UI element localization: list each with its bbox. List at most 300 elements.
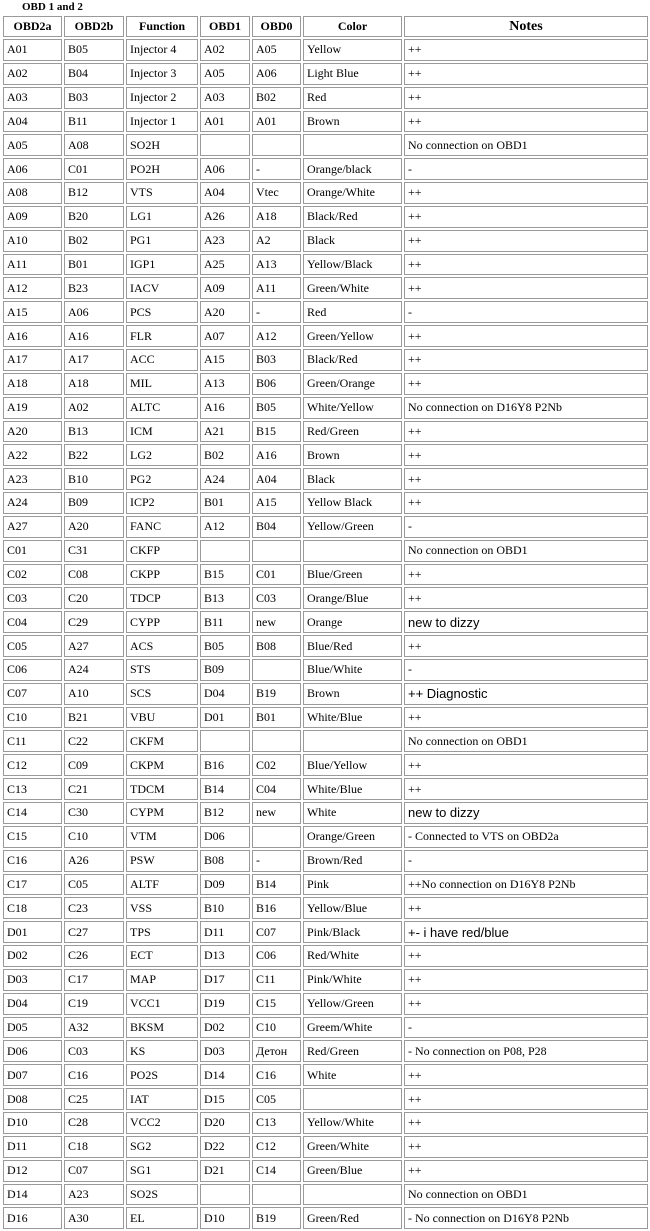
cell-obd0: C13 (252, 1112, 301, 1134)
cell-obd2b: B21 (64, 707, 124, 729)
cell-obd1: B16 (200, 754, 250, 776)
cell-obd2a: D07 (3, 1064, 62, 1086)
cell-color: White/Blue (303, 707, 402, 729)
cell-obd2a: A11 (3, 254, 62, 276)
cell-color (303, 134, 402, 156)
cell-notes: ++ (404, 325, 648, 347)
cell-obd2a: D12 (3, 1160, 62, 1182)
cell-function: ALTC (126, 397, 198, 419)
cell-obd0: B05 (252, 397, 301, 419)
cell-obd2b: C01 (64, 158, 124, 180)
cell-obd1: D21 (200, 1160, 250, 1182)
cell-obd0: - (252, 158, 301, 180)
table-row (3, 349, 648, 371)
cell-color: Red (303, 87, 402, 109)
cell-obd2b: B11 (64, 111, 124, 133)
cell-obd1: A26 (200, 206, 250, 228)
cell-obd2a: C10 (3, 707, 62, 729)
cell-color: Orange/black (303, 158, 402, 180)
cell-color: Black/Red (303, 206, 402, 228)
cell-function: MAP (126, 969, 198, 991)
cell-function: ACC (126, 349, 198, 371)
cell-color: Red/Green (303, 421, 402, 443)
cell-color: Black (303, 468, 402, 490)
cell-obd0: A2 (252, 230, 301, 252)
cell-function: Injector 1 (126, 111, 198, 133)
cell-obd2a: A16 (3, 325, 62, 347)
cell-obd1: B05 (200, 635, 250, 657)
cell-obd2b: A24 (64, 659, 124, 681)
cell-obd2a: C16 (3, 850, 62, 872)
pinout-table (1, 14, 650, 1231)
cell-function: KS (126, 1040, 198, 1062)
cell-obd0: B01 (252, 707, 301, 729)
table-row (3, 301, 648, 323)
cell-obd2a: C17 (3, 874, 62, 896)
cell-obd0 (252, 730, 301, 752)
cell-obd1: D09 (200, 874, 250, 896)
cell-notes: - No connection on D16Y8 P2Nb (404, 1207, 648, 1229)
table-row (3, 111, 648, 133)
cell-obd2b: A26 (64, 850, 124, 872)
table-row (3, 230, 648, 252)
header-notes: Notes (404, 16, 648, 37)
cell-function: Injector 2 (126, 87, 198, 109)
cell-obd1: D04 (200, 683, 250, 705)
cell-function: STS (126, 659, 198, 681)
cell-notes: ++ (404, 444, 648, 466)
cell-obd2a: A05 (3, 134, 62, 156)
table-row (3, 659, 648, 681)
cell-obd1: D11 (200, 921, 250, 943)
cell-obd1: A05 (200, 63, 250, 85)
cell-color: Yellow (303, 39, 402, 61)
cell-obd2b: C05 (64, 874, 124, 896)
cell-color: Green/White (303, 277, 402, 299)
cell-color: Blue/Green (303, 564, 402, 586)
cell-obd0: A15 (252, 492, 301, 514)
cell-obd2b: C23 (64, 897, 124, 919)
cell-notes: ++ (404, 707, 648, 729)
cell-obd2a: A17 (3, 349, 62, 371)
cell-notes: No connection on D16Y8 P2Nb (404, 397, 648, 419)
cell-color: Pink/White (303, 969, 402, 991)
header-obd1: OBD1 (200, 16, 250, 37)
cell-obd1: A12 (200, 516, 250, 538)
cell-obd2b: A32 (64, 1017, 124, 1039)
cell-obd0 (252, 826, 301, 848)
cell-function: ICM (126, 421, 198, 443)
cell-obd0: B03 (252, 349, 301, 371)
cell-notes: - (404, 301, 648, 323)
cell-obd0: A06 (252, 63, 301, 85)
cell-obd0: B08 (252, 635, 301, 657)
cell-obd2a: A22 (3, 444, 62, 466)
table-row (3, 802, 648, 824)
cell-color: Green/Orange (303, 373, 402, 395)
table-row (3, 1088, 648, 1110)
table-row (3, 134, 648, 156)
cell-function: Injector 4 (126, 39, 198, 61)
cell-notes: ++ (404, 254, 648, 276)
cell-obd1: B02 (200, 444, 250, 466)
cell-color: Green/Red (303, 1207, 402, 1229)
cell-obd2a: D11 (3, 1136, 62, 1158)
cell-notes: - (404, 659, 648, 681)
cell-obd0: B16 (252, 897, 301, 919)
cell-notes: - (404, 158, 648, 180)
cell-color (303, 1088, 402, 1110)
cell-obd2b: A06 (64, 301, 124, 323)
cell-obd1: A23 (200, 230, 250, 252)
cell-obd2b: A27 (64, 635, 124, 657)
cell-color: White/Blue (303, 778, 402, 800)
cell-function: VCC1 (126, 993, 198, 1015)
cell-obd2b: C22 (64, 730, 124, 752)
cell-function: LG2 (126, 444, 198, 466)
cell-notes: ++ (404, 993, 648, 1015)
cell-color: Orange/White (303, 182, 402, 204)
cell-obd0: new (252, 802, 301, 824)
cell-obd0: C01 (252, 564, 301, 586)
cell-obd2a: D05 (3, 1017, 62, 1039)
cell-function: PG2 (126, 468, 198, 490)
cell-function: PO2S (126, 1064, 198, 1086)
table-row (3, 1184, 648, 1206)
cell-obd2b: B05 (64, 39, 124, 61)
cell-obd0: B14 (252, 874, 301, 896)
cell-function: Injector 3 (126, 63, 198, 85)
table-row (3, 611, 648, 633)
cell-obd2b: B10 (64, 468, 124, 490)
cell-notes: - Connected to VTS on OBD2a (404, 826, 648, 848)
cell-function: SG1 (126, 1160, 198, 1182)
table-row (3, 325, 648, 347)
cell-obd0 (252, 134, 301, 156)
cell-notes: - (404, 1017, 648, 1039)
cell-color: Orange (303, 611, 402, 633)
cell-function: ICP2 (126, 492, 198, 514)
cell-function: TDCM (126, 778, 198, 800)
cell-function: ALTF (126, 874, 198, 896)
cell-obd0: C06 (252, 945, 301, 967)
cell-obd1: A02 (200, 39, 250, 61)
cell-obd2a: C04 (3, 611, 62, 633)
cell-notes: No connection on OBD1 (404, 540, 648, 562)
cell-function: IAT (126, 1088, 198, 1110)
cell-obd0: C04 (252, 778, 301, 800)
cell-color: Light Blue (303, 63, 402, 85)
cell-obd0: C10 (252, 1017, 301, 1039)
cell-obd2b: B01 (64, 254, 124, 276)
cell-obd2a: D10 (3, 1112, 62, 1134)
cell-obd0: B15 (252, 421, 301, 443)
cell-color: Brown (303, 444, 402, 466)
table-row (3, 1207, 648, 1229)
table-row (3, 707, 648, 729)
cell-obd1: D15 (200, 1088, 250, 1110)
cell-obd1: A24 (200, 468, 250, 490)
cell-obd1: B14 (200, 778, 250, 800)
table-row (3, 397, 648, 419)
cell-color: Yellow/Green (303, 993, 402, 1015)
cell-function: SG2 (126, 1136, 198, 1158)
cell-obd0: C14 (252, 1160, 301, 1182)
cell-obd0: C11 (252, 969, 301, 991)
cell-function: SCS (126, 683, 198, 705)
cell-notes: ++ (404, 111, 648, 133)
cell-obd1: D13 (200, 945, 250, 967)
table-row (3, 1064, 648, 1086)
cell-obd2a: A03 (3, 87, 62, 109)
cell-obd2b: A10 (64, 683, 124, 705)
cell-obd1: D01 (200, 707, 250, 729)
cell-obd0: C07 (252, 921, 301, 943)
table-row (3, 492, 648, 514)
cell-color: Yellow/Black (303, 254, 402, 276)
cell-function: CKPM (126, 754, 198, 776)
table-row (3, 277, 648, 299)
cell-notes: ++ (404, 969, 648, 991)
cell-obd2a: D08 (3, 1088, 62, 1110)
cell-function: BKSM (126, 1017, 198, 1039)
cell-obd0: A01 (252, 111, 301, 133)
cell-obd2b: B04 (64, 63, 124, 85)
cell-function: CKPP (126, 564, 198, 586)
cell-notes: ++ Diagnostic (404, 683, 648, 705)
cell-obd0: A13 (252, 254, 301, 276)
cell-function: CKFM (126, 730, 198, 752)
table-row (3, 969, 648, 991)
header-obd0: OBD0 (252, 16, 301, 37)
cell-obd2b: B22 (64, 444, 124, 466)
table-row (3, 1040, 648, 1062)
table-row (3, 1136, 648, 1158)
cell-function: SO2S (126, 1184, 198, 1206)
table-row (3, 182, 648, 204)
table-row (3, 778, 648, 800)
table-row (3, 587, 648, 609)
table-row (3, 444, 648, 466)
cell-notes: ++ (404, 39, 648, 61)
cell-obd1: A09 (200, 277, 250, 299)
table-caption: OBD 1 and 2 (22, 1, 83, 13)
cell-obd2b: C18 (64, 1136, 124, 1158)
cell-obd0: A04 (252, 468, 301, 490)
header-obd2a: OBD2a (3, 16, 62, 37)
cell-color: Blue/Red (303, 635, 402, 657)
cell-function: EL (126, 1207, 198, 1229)
cell-obd2a: A19 (3, 397, 62, 419)
table-row (3, 1112, 648, 1134)
cell-color: Blue/Yellow (303, 754, 402, 776)
cell-obd1 (200, 540, 250, 562)
cell-obd1: B09 (200, 659, 250, 681)
cell-function: IGP1 (126, 254, 198, 276)
cell-color: Yellow Black (303, 492, 402, 514)
cell-obd0: Vtec (252, 182, 301, 204)
cell-notes: - No connection on P08, P28 (404, 1040, 648, 1062)
cell-notes: No connection on OBD1 (404, 730, 648, 752)
cell-obd2b: C31 (64, 540, 124, 562)
cell-obd2a: A09 (3, 206, 62, 228)
cell-obd0: C12 (252, 1136, 301, 1158)
cell-notes: ++ (404, 206, 648, 228)
cell-obd2a: D01 (3, 921, 62, 943)
cell-obd1: A15 (200, 349, 250, 371)
cell-obd0: A18 (252, 206, 301, 228)
table-row (3, 730, 648, 752)
cell-obd2b: C25 (64, 1088, 124, 1110)
cell-notes: ++ (404, 421, 648, 443)
cell-color: Brown (303, 683, 402, 705)
cell-color: Green/Yellow (303, 325, 402, 347)
cell-obd2a: C03 (3, 587, 62, 609)
cell-function: VTS (126, 182, 198, 204)
cell-obd1: D19 (200, 993, 250, 1015)
cell-function: MIL (126, 373, 198, 395)
cell-notes: No connection on OBD1 (404, 134, 648, 156)
cell-notes: ++ (404, 230, 648, 252)
cell-notes: ++ (404, 182, 648, 204)
cell-obd1: A13 (200, 373, 250, 395)
cell-notes: ++ (404, 373, 648, 395)
cell-color: Black/Red (303, 349, 402, 371)
cell-notes: ++No connection on D16Y8 P2Nb (404, 874, 648, 896)
table-row (3, 468, 648, 490)
cell-notes: - (404, 516, 648, 538)
cell-obd2a: C12 (3, 754, 62, 776)
cell-obd1: B15 (200, 564, 250, 586)
cell-obd0: A12 (252, 325, 301, 347)
cell-notes: ++ (404, 1136, 648, 1158)
cell-obd2a: C14 (3, 802, 62, 824)
cell-function: PCS (126, 301, 198, 323)
cell-obd1 (200, 1184, 250, 1206)
cell-obd2a: A12 (3, 277, 62, 299)
cell-color: White (303, 1064, 402, 1086)
cell-obd0 (252, 540, 301, 562)
cell-notes: new to dizzy (404, 611, 648, 633)
cell-obd2b: C10 (64, 826, 124, 848)
cell-color: Yellow/Green (303, 516, 402, 538)
cell-color: Green/Blue (303, 1160, 402, 1182)
cell-function: TDCP (126, 587, 198, 609)
cell-obd2a: A10 (3, 230, 62, 252)
cell-obd0: C05 (252, 1088, 301, 1110)
cell-obd2b: C28 (64, 1112, 124, 1134)
cell-obd2a: A02 (3, 63, 62, 85)
cell-color: Yellow/Blue (303, 897, 402, 919)
cell-obd2b: C17 (64, 969, 124, 991)
cell-obd2a: C06 (3, 659, 62, 681)
cell-function: FANC (126, 516, 198, 538)
cell-function: ACS (126, 635, 198, 657)
table-row (3, 921, 648, 943)
cell-obd2b: C20 (64, 587, 124, 609)
cell-obd2b: A18 (64, 373, 124, 395)
table-row (3, 39, 648, 61)
cell-notes: +- i have red/blue (404, 921, 648, 943)
cell-obd1: B12 (200, 802, 250, 824)
table-row (3, 850, 648, 872)
cell-color: Orange/Blue (303, 587, 402, 609)
cell-obd2a: D14 (3, 1184, 62, 1206)
cell-notes: ++ (404, 63, 648, 85)
cell-obd2b: B03 (64, 87, 124, 109)
table-row (3, 206, 648, 228)
cell-notes: ++ (404, 1064, 648, 1086)
cell-notes: ++ (404, 778, 648, 800)
cell-obd2b: B20 (64, 206, 124, 228)
cell-obd2a: C05 (3, 635, 62, 657)
cell-color: Red/White (303, 945, 402, 967)
cell-obd2b: A30 (64, 1207, 124, 1229)
cell-obd2b: B12 (64, 182, 124, 204)
cell-obd2a: A06 (3, 158, 62, 180)
table-row (3, 993, 648, 1015)
table-row (3, 874, 648, 896)
cell-notes: ++ (404, 635, 648, 657)
cell-obd2a: D06 (3, 1040, 62, 1062)
cell-obd1: A16 (200, 397, 250, 419)
table-row (3, 897, 648, 919)
cell-notes: ++ (404, 564, 648, 586)
cell-obd2a: C01 (3, 540, 62, 562)
table-row (3, 254, 648, 276)
cell-notes: ++ (404, 945, 648, 967)
cell-obd2a: D04 (3, 993, 62, 1015)
cell-obd2a: D02 (3, 945, 62, 967)
cell-obd2a: A23 (3, 468, 62, 490)
cell-obd2b: C29 (64, 611, 124, 633)
cell-obd0: - (252, 850, 301, 872)
cell-obd0: - (252, 301, 301, 323)
table-row (3, 87, 648, 109)
cell-obd0: C03 (252, 587, 301, 609)
cell-function: VBU (126, 707, 198, 729)
cell-obd1: D06 (200, 826, 250, 848)
cell-obd2b: B13 (64, 421, 124, 443)
cell-color: Yellow/White (303, 1112, 402, 1134)
cell-obd2b: C21 (64, 778, 124, 800)
cell-obd0: new (252, 611, 301, 633)
cell-obd2a: D16 (3, 1207, 62, 1229)
table-row (3, 826, 648, 848)
table-row (3, 421, 648, 443)
table-row (3, 516, 648, 538)
cell-obd1: A06 (200, 158, 250, 180)
cell-notes: ++ (404, 1112, 648, 1134)
cell-obd1: B10 (200, 897, 250, 919)
cell-function: CYPP (126, 611, 198, 633)
table-row (3, 63, 648, 85)
cell-function: CYPM (126, 802, 198, 824)
cell-function: PSW (126, 850, 198, 872)
header-row (3, 16, 648, 37)
table-row (3, 158, 648, 180)
cell-function: PO2H (126, 158, 198, 180)
cell-notes: ++ (404, 277, 648, 299)
cell-function: VCC2 (126, 1112, 198, 1134)
cell-color: Pink (303, 874, 402, 896)
cell-obd1: B01 (200, 492, 250, 514)
table-row (3, 373, 648, 395)
cell-color: White (303, 802, 402, 824)
cell-obd2a: C11 (3, 730, 62, 752)
cell-obd1: B13 (200, 587, 250, 609)
cell-color (303, 730, 402, 752)
